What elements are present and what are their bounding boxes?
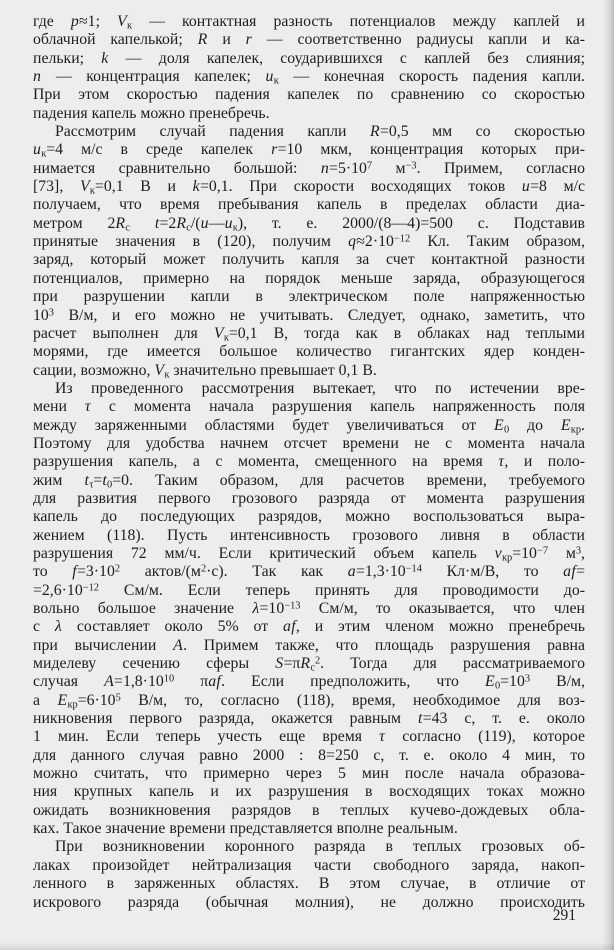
page-number: 291 (552, 907, 576, 924)
text-line: падения капель можно пренебречь. (33, 104, 270, 122)
text-line: облачной капелькой; R и r — соответственно радиусы капли и ка- (33, 31, 586, 49)
text-line: $=2,6\cdot 10^{-12}$ См/м. Если теперь принять для проводимости до- (33, 581, 585, 599)
text-line: миделеву сечению сферы $S=\pi R_c^2$. Тогда для рассматриваемого (33, 655, 585, 674)
text-line: можно считать, что примерно через 5 мин после начала образова- (33, 765, 585, 783)
page-edge-shadow-bottom (0, 942, 614, 950)
text-line: ожидать возникновения разрядов в теплых кучево-дождевых обла- (33, 801, 585, 819)
page-edge-shadow-right (602, 0, 614, 950)
text-line: вольно большое значение $\lambda=10^{-13}$ См/м, то оказывается, что член (33, 600, 585, 617)
text-line: При возникновении коронного разряда в теплых грозовых об- (55, 838, 585, 856)
text-line: метром $2R_c$ $t=2R_c/(u—u_к)$, т. е. 2000/(8—4)=500 с. Подставив (33, 214, 586, 234)
text-line: с λ составляет около 5% от af, и этим членом можно пренебречь (33, 618, 585, 636)
text-line: жим $t_\tau=t_0=0$. Таким образом, для расчетов времени, требуемого (33, 471, 585, 490)
text-line: жением (118). Пусть интенсивность грозового ливня в области (33, 526, 585, 544)
text-line: случая $A=1,8\cdot 10^{10}$ πaf. Если предположить, что $E_0=10^3$ В/м, (33, 673, 585, 692)
text-line: принятые значения в (120), получим $q\approx 2\cdot 10^{-12}$ Кл. Таким образом, (33, 233, 585, 251)
text-line: для развития первого грозового разряда от момента разрушения (33, 489, 585, 507)
text-line: заряд, который может получить капля за счет контактной разности (33, 251, 585, 269)
text-line: потенциалов, примерно на порядок меньше заряда, образующегося (33, 269, 585, 287)
text-line: лаках произойдет нейтрализация части свободного заряда, накоп- (33, 856, 585, 874)
text-line: нимается сравнительно большой: $n=5\cdot 10^7$ $м^{-3}$. Примем, согласно (33, 159, 586, 177)
text-line: где p≈1; $V_к$ — контактная разность потенциалов между каплей и (33, 13, 585, 32)
text-line: Поэтому для удобства начнем отсчет времени не с момента начала (33, 434, 585, 452)
text-line: ках. Такое значение времени представляется вполне реальным. (33, 820, 458, 838)
text-line: при разрушении капли в электрическом поле напряженностью (33, 288, 585, 306)
text-line: [73], $V_к=0,1$ В и k=0,1. При скорости восходящих токов u=8 м/с (33, 178, 585, 197)
text-line: При этом скоростью падения капелек по сравнению со скоростью (33, 86, 585, 104)
text-line: n — концентрация капелек; $u_к$ — конечная скорость падения капли. (33, 68, 585, 87)
text-line: сации, возможно, $V_к$ значительно превышает 0,1 В. (33, 361, 377, 380)
text-line: для данного случая равно 2000 : 8=250 с, т. е. около 4 мин, то (33, 746, 585, 764)
text-line: мени τ с момента начала разрушения капель напряженность поля (33, 398, 585, 416)
text-block (33, 13, 585, 912)
text-line: разрушения 72 мм/ч. Если критический объем капель $v_{кр}=10^{-7}$ $м^3$, (33, 544, 585, 564)
text-line: морями, где имеется большое количество гигантских ядер конден- (33, 343, 585, 361)
text-line: ленного в заряженных областях. В этом случае, в отличие от (33, 875, 585, 893)
text-line: разрушения капель, а с момента, смещенного на время τ, и поло- (33, 453, 585, 471)
text-line: искрового разряда (обычная молния), не должно происходить (33, 893, 585, 911)
text-line: ния крупных капель и их разрушения в восходящих токах можно (33, 783, 585, 801)
text-line: Из проведенного рассмотрения вытекает, что по истечении вре- (55, 379, 585, 397)
text-line: а $E_{кр}=6\cdot 10^5$ В/м, то, согласно (118), время, необходимое для воз- (33, 691, 585, 710)
text-line: никновения первого разряда, окажется равным t=43 с, т. е. около (33, 710, 585, 728)
text-line: между заряженными областями будет увеличиваться от $E_0$ до $E_{кр}$. (33, 416, 585, 435)
text-line: 1 мин. Если теперь учесть еще время τ согласно (119), которое (33, 728, 585, 746)
text-line: пельки; k — доля капелек, соударившихся с каплей без слияния; (33, 49, 585, 67)
text-line: расчет выполнен для $V_к=0,1$ В, тогда как в облаках над теплыми (33, 324, 585, 344)
text-line: то $f=3\cdot 10^2$ актов/$(м^2\cdot с)$. Так как $a=1,3\cdot 10^{-14}$ Кл·м/В, то af= (33, 563, 585, 581)
text-line: получаем, что время пребывания капель в пределах области диа- (33, 196, 585, 214)
text-line: при вычислении A. Примем также, что площадь разрушения равна (33, 636, 585, 654)
text-line: Рассмотрим случай падения капли R=0,5 мм со скоростью (55, 123, 585, 141)
text-line: $10^3$ В/м, и его можно не учитывать. Следует, однако, заметить, что (33, 306, 585, 324)
text-line: $u_к=4$ м/с в среде капелек r=10 мкм, концентрация которых при- (33, 141, 586, 160)
text-line: капель до последующих разрядов, можно воспользоваться выра- (33, 508, 585, 526)
